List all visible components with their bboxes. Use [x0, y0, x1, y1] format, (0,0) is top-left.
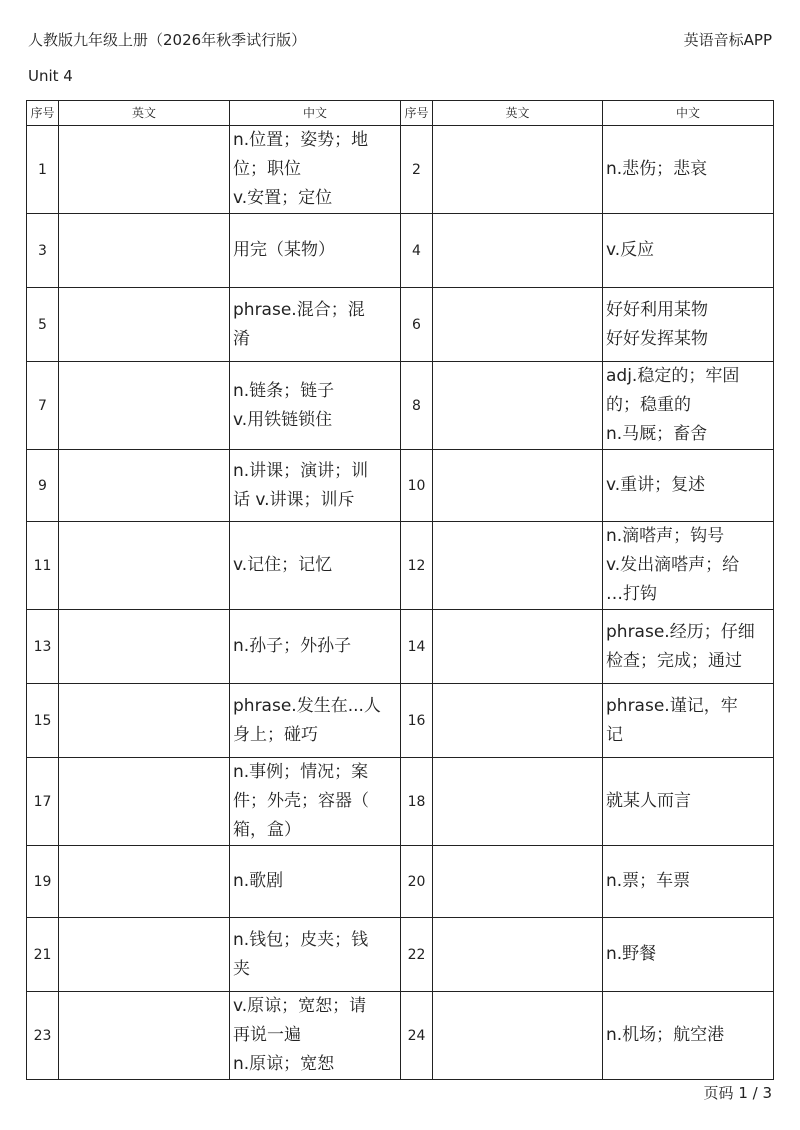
entry-number: 4 [401, 214, 433, 288]
header-number: 序号 [27, 101, 59, 126]
entry-chinese [230, 758, 401, 846]
chinese-definition-line: n.票；车票 [606, 871, 691, 891]
chinese-definition-line: 就某人而言 [606, 791, 691, 811]
chinese-definition-line: 再说一遍 [233, 1025, 301, 1045]
entry-number: 3 [27, 214, 59, 288]
entry-number: 14 [401, 610, 433, 684]
table-header-row [27, 101, 774, 126]
chinese-definition-line: adj.稳定的；牢固 [606, 366, 740, 386]
chinese-definition-line: 夹 [233, 958, 250, 979]
entry-chinese [603, 758, 774, 846]
chinese-definition-line: n.讲课；演讲；训 [233, 460, 369, 481]
page-number: 页码 1 / 3 [703, 1084, 772, 1102]
header-english: 英文 [433, 101, 603, 126]
entry-chinese [230, 610, 401, 684]
table-row [27, 450, 774, 522]
entry-chinese [603, 684, 774, 758]
entry-english [433, 684, 603, 758]
entry-chinese [230, 214, 401, 288]
entry-english [433, 918, 603, 992]
entry-english [433, 288, 603, 362]
entry-number: 13 [27, 610, 59, 684]
table-row [27, 758, 774, 846]
chinese-definition-line: 的；稳重的 [606, 395, 691, 415]
chinese-definition-line: v.发出滴嗒声；给 [606, 555, 740, 575]
entry-english [59, 846, 230, 918]
entry-chinese [603, 288, 774, 362]
entry-number: 17 [27, 758, 59, 846]
vocabulary-table [26, 100, 774, 1080]
table-row [27, 846, 774, 918]
entry-english [59, 126, 230, 214]
table-row [27, 362, 774, 450]
entry-number: 19 [27, 846, 59, 918]
entry-chinese [603, 522, 774, 610]
entry-chinese [230, 918, 401, 992]
entry-english [433, 214, 603, 288]
entry-chinese [603, 126, 774, 214]
table-row [27, 126, 774, 214]
chinese-definition-line: n.原谅；宽恕 [233, 1054, 335, 1074]
chinese-definition-line: phrase.谨记，牢 [606, 695, 738, 716]
chinese-definition-line: 检查；完成；通过 [606, 650, 742, 671]
entry-number: 21 [27, 918, 59, 992]
entry-number: 6 [401, 288, 433, 362]
entry-number: 8 [401, 362, 433, 450]
entry-number: 23 [27, 992, 59, 1080]
entry-english [433, 450, 603, 522]
chinese-definition-line: 好好利用某物 [606, 299, 708, 320]
table-row [27, 522, 774, 610]
entry-number: 7 [27, 362, 59, 450]
table-row [27, 610, 774, 684]
chinese-definition-line: phrase.混合；混 [233, 299, 365, 320]
chinese-definition-line: phrase.发生在...人 [233, 695, 381, 716]
chinese-definition-line: 身上；碰巧 [233, 724, 318, 745]
table-row [27, 288, 774, 362]
entry-english [433, 522, 603, 610]
chinese-definition-line: n.钱包；皮夹；钱 [233, 929, 369, 950]
chinese-definition-line: n.链条；链子 [233, 380, 335, 401]
entry-chinese [603, 362, 774, 450]
chinese-definition-line: n.位置；姿势；地 [233, 130, 369, 150]
entry-chinese [603, 992, 774, 1080]
chinese-definition-line: n.歌剧 [233, 871, 284, 891]
chinese-definition-line: n.事例；情况；案 [233, 762, 369, 782]
entry-english [433, 610, 603, 684]
entry-english [433, 846, 603, 918]
chinese-definition-line: n.机场；航空港 [606, 1025, 725, 1045]
entry-number: 12 [401, 522, 433, 610]
entry-chinese [603, 610, 774, 684]
entry-number: 18 [401, 758, 433, 846]
table-row [27, 918, 774, 992]
chinese-definition-line: 件；外壳；容器（ [233, 791, 369, 811]
chinese-definition-line: 记 [606, 724, 623, 745]
entry-english [433, 126, 603, 214]
entry-english [59, 918, 230, 992]
table-row [27, 992, 774, 1080]
chinese-definition-line: n.野餐 [606, 944, 657, 964]
entry-number: 10 [401, 450, 433, 522]
app-name: 英语音标APP [683, 31, 772, 49]
entry-chinese [230, 288, 401, 362]
entry-number: 22 [401, 918, 433, 992]
chinese-definition-line: v.重讲；复述 [606, 475, 706, 495]
entry-english [59, 992, 230, 1080]
entry-chinese [603, 846, 774, 918]
chinese-definition-line: 淆 [233, 328, 250, 349]
entry-chinese [230, 684, 401, 758]
entry-number: 16 [401, 684, 433, 758]
entry-number: 1 [27, 126, 59, 214]
entry-english [59, 758, 230, 846]
chinese-definition-line: phrase.经历；仔细 [606, 621, 755, 642]
chinese-definition-line: n.马厩；畜舍 [606, 424, 708, 444]
chinese-definition-line: v.安置；定位 [233, 188, 333, 208]
entry-english [59, 362, 230, 450]
chinese-definition-line: n.悲伤；悲哀 [606, 159, 708, 179]
entry-english [433, 758, 603, 846]
header-chinese: 中文 [603, 101, 774, 126]
unit-title: Unit 4 [28, 67, 73, 85]
entry-english [59, 214, 230, 288]
chinese-definition-line: 箱，盒） [233, 820, 301, 840]
entry-english [433, 992, 603, 1080]
entry-chinese [603, 918, 774, 992]
entry-number: 2 [401, 126, 433, 214]
chinese-definition-line: 好好发挥某物 [606, 328, 708, 349]
entry-number: 15 [27, 684, 59, 758]
entry-english [59, 288, 230, 362]
header-chinese: 中文 [230, 101, 401, 126]
document-title: 人教版九年级上册（2026年秋季试行版） [28, 31, 307, 49]
entry-chinese [230, 450, 401, 522]
entry-english [433, 362, 603, 450]
entry-number: 5 [27, 288, 59, 362]
chinese-definition-line: …打钩 [606, 584, 657, 604]
chinese-definition-line: v.用铁链锁住 [233, 409, 333, 430]
entry-number: 24 [401, 992, 433, 1080]
chinese-definition-line: n.滴嗒声；钩号 [606, 526, 725, 546]
entry-chinese [603, 450, 774, 522]
table-row [27, 684, 774, 758]
entry-english [59, 610, 230, 684]
entry-chinese [603, 214, 774, 288]
chinese-definition-line: 用完（某物） [233, 240, 335, 260]
header-english: 英文 [59, 101, 230, 126]
entry-chinese [230, 846, 401, 918]
chinese-definition-line: 话 v.讲课；训斥 [233, 489, 355, 510]
entry-chinese [230, 992, 401, 1080]
entry-chinese [230, 522, 401, 610]
chinese-definition-line: n.孙子；外孙子 [233, 636, 352, 656]
entry-chinese [230, 126, 401, 214]
chinese-definition-line: v.反应 [606, 240, 655, 260]
entry-number: 11 [27, 522, 59, 610]
chinese-definition-line: 位；职位 [233, 159, 301, 179]
entry-english [59, 522, 230, 610]
entry-number: 20 [401, 846, 433, 918]
header-number: 序号 [401, 101, 433, 126]
entry-chinese [230, 362, 401, 450]
entry-english [59, 684, 230, 758]
table-row [27, 214, 774, 288]
entry-number: 9 [27, 450, 59, 522]
chinese-definition-line: v.记住；记忆 [233, 555, 333, 575]
entry-english [59, 450, 230, 522]
chinese-definition-line: v.原谅；宽恕；请 [233, 996, 367, 1016]
